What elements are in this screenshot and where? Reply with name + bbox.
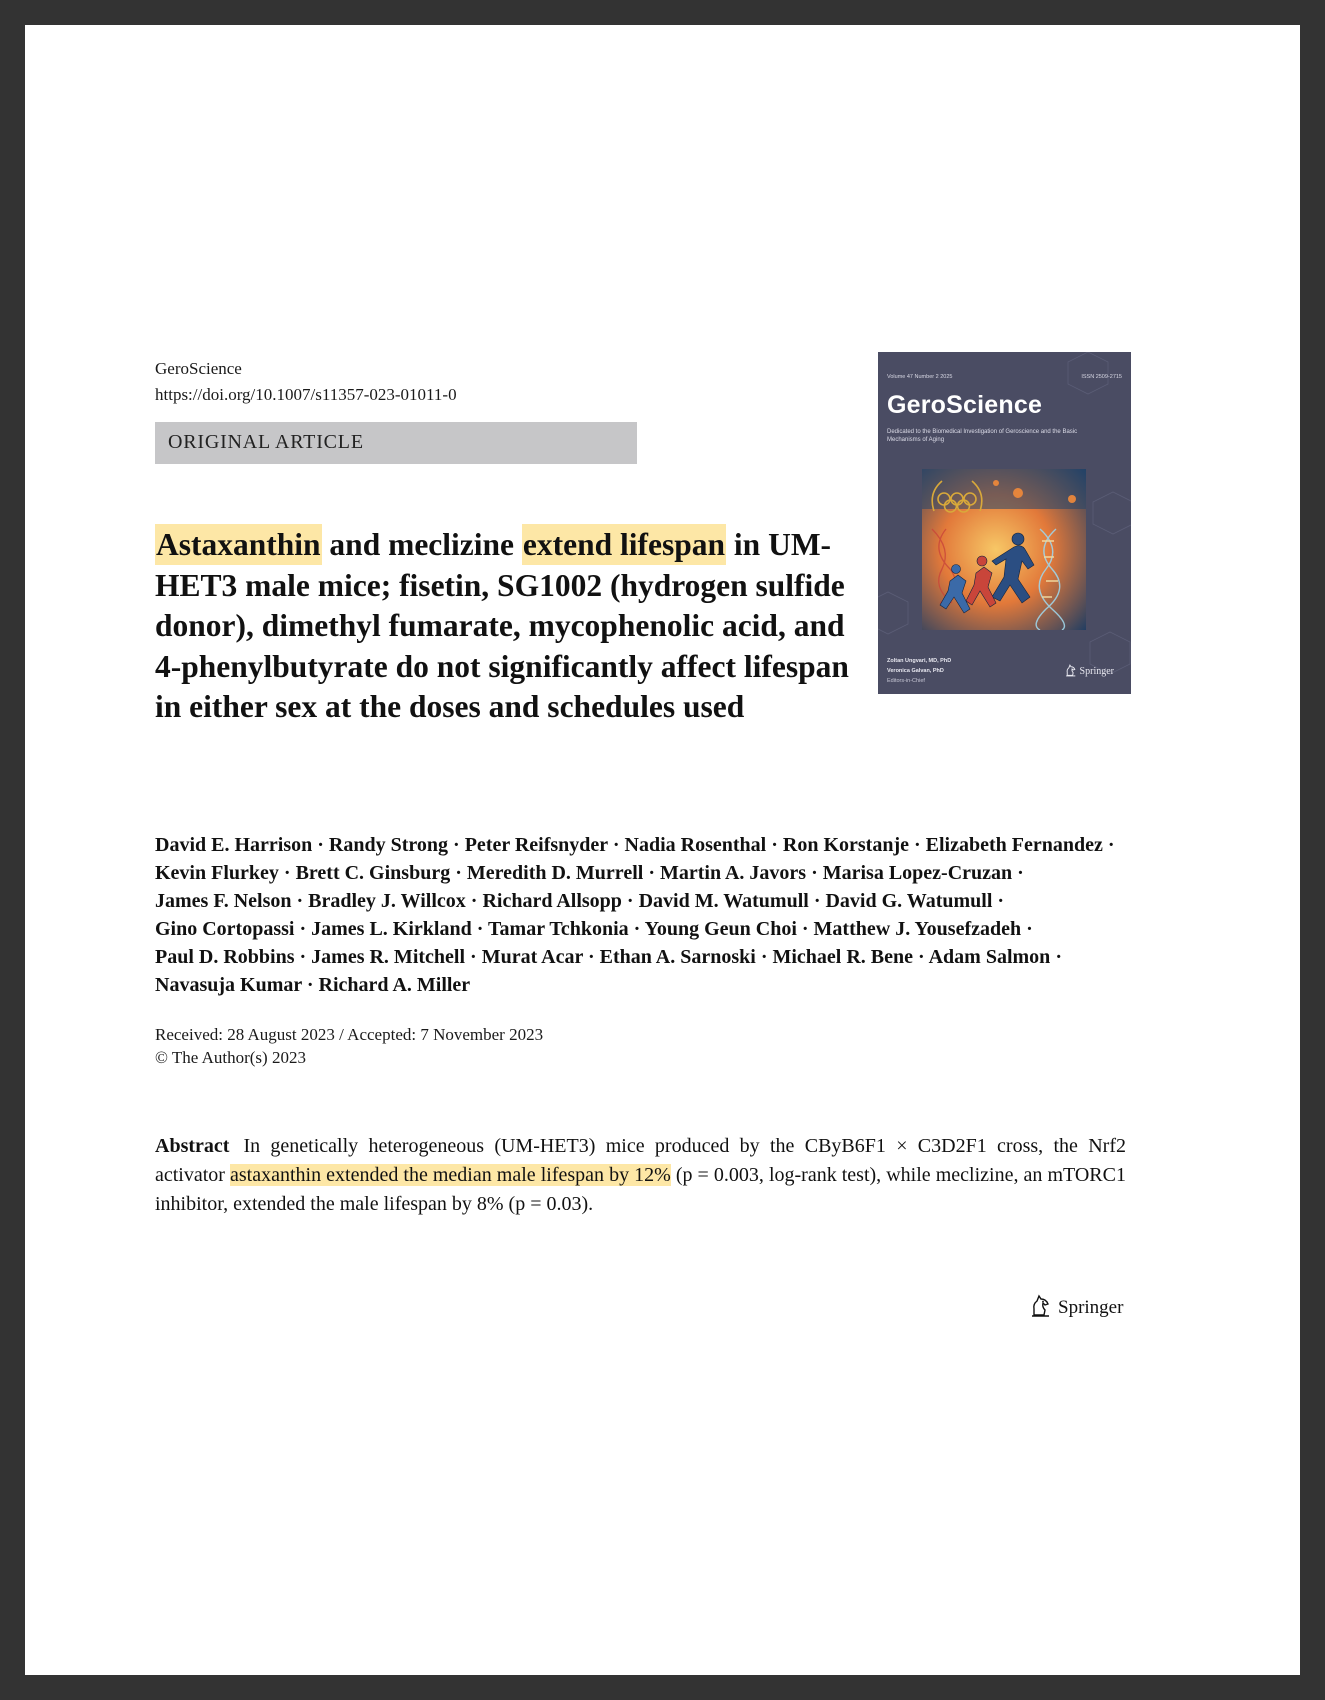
cover-editor-1: Zoltan Ungvari, MD, PhD xyxy=(887,658,952,664)
abstract-text-2: (p = 0.003, log-rank test), while meclizine, an mTORC1 inhibitor, extended the male lifespan by 8% (p = 0.03). xyxy=(155,1164,1126,1215)
paper-page xyxy=(25,25,1300,1675)
author-name[interactable]: James R. Mitchell xyxy=(311,946,466,968)
abstract xyxy=(155,1132,1126,1219)
springer-footer-text: Springer xyxy=(1058,1296,1124,1318)
title-highlight-astaxanthin: Astaxanthin xyxy=(155,524,322,565)
abstract-label: Abstract xyxy=(155,1135,230,1157)
author-name[interactable]: Richard A. Miller xyxy=(318,974,471,996)
article-type-label: ORIGINAL ARTICLE xyxy=(168,431,364,453)
copyright-notice: © The Author(s) 2023 xyxy=(155,1048,306,1067)
article-title xyxy=(155,525,855,728)
article-type-bar xyxy=(155,422,637,464)
author-name[interactable]: Martin A. Javors xyxy=(659,862,807,884)
title-highlight-extend-lifespan: extend lifespan xyxy=(522,524,726,565)
author-name[interactable]: Gino Cortopassi xyxy=(155,918,295,940)
author-name[interactable]: Paul D. Robbins xyxy=(155,946,295,968)
abstract-highlight: astaxanthin extended the median male lifespan by 12% xyxy=(230,1164,671,1186)
author-name[interactable]: Adam Salmon xyxy=(928,946,1051,968)
cover-publisher-text: Springer xyxy=(1079,666,1114,677)
author-name[interactable]: Ethan A. Sarnoski xyxy=(599,946,756,968)
cover-title: GeroScience xyxy=(887,391,1043,419)
author-name[interactable]: Matthew J. Yousefzadeh xyxy=(813,918,1022,940)
journal-name: GeroScience xyxy=(155,359,242,378)
author-name[interactable]: David E. Harrison xyxy=(155,834,313,856)
author-name[interactable]: Michael R. Bene xyxy=(772,946,914,968)
author-name[interactable]: Murat Acar xyxy=(481,946,583,968)
springer-footer-logo xyxy=(1030,1292,1123,1323)
author-name[interactable]: David G. Watumull xyxy=(825,890,993,912)
author-name[interactable]: Marisa Lopez-Cruzan xyxy=(822,862,1013,884)
cover-subtitle: Dedicated to the Biomedical Investigation of Geroscience and the Basic Mechanisms of Aging xyxy=(887,429,1078,443)
author-name[interactable]: Ron Korstanje xyxy=(782,834,909,856)
author-name[interactable]: Brett C. Ginsburg xyxy=(295,862,451,884)
cover-editor-role: Editors-in-Chief xyxy=(887,678,925,684)
author-name[interactable]: Young Geun Choi xyxy=(644,918,797,940)
author-name[interactable]: Tamar Tchkonia xyxy=(488,918,629,940)
doi-link[interactable]: https://doi.org/10.1007/s11357-023-01011-0 xyxy=(155,385,457,404)
abstract-text-1: In genetically heterogeneous (UM-HET3) mice produced by the CByB6F1 × C3D2F1 cross, the Nrf2 activator xyxy=(155,1135,1126,1186)
cover-editor-2: Veronica Galvan, PhD xyxy=(887,668,944,674)
author-name[interactable]: James F. Nelson xyxy=(155,890,292,912)
author-list: David E. Harrison · Randy Strong · Peter Reifsnyder · Nadia Rosenthal · Ron Korstanje · Elizabeth Fernandez · Kevin Flurkey · Brett C. Ginsburg · Meredith D. Murrell · Martin A. Javors · Marisa Lopez-Cruzan · James F. Nelson · Bradley J. Willcox · Richard Allsopp · David M. Watumull · David G. Watumull · Gino Cortopassi · James L. Kirkland · Tamar Tchkonia · Young Geun Choi · Matthew J. Yousefzadeh · Paul D. Robbins · James R. Mitchell · Murat Acar · Ethan A. Sarnoski · Michael R. Bene · Adam Salmon · Navasuja Kumar · Richard A. Miller xyxy=(155,834,1115,996)
cover-issn: ISSN 2509-2715 xyxy=(1081,374,1122,380)
title-text-2: in UM-HET3 male mice; fisetin, SG1002 (hydrogen sulfide donor), dimethyl fumarate, mycophenolic acid, and 4-phenylbutyrate do not significantly affect lifespan in either sex at the doses and schedules used xyxy=(155,527,849,724)
author-name[interactable]: Meredith D. Murrell xyxy=(466,862,644,884)
author-name[interactable]: Nadia Rosenthal xyxy=(624,834,767,856)
author-name[interactable]: Kevin Flurkey xyxy=(155,862,279,884)
cover-volume: Volume 47 Number 2 2025 xyxy=(887,374,953,380)
cover-springer-horse-icon xyxy=(1065,663,1077,680)
author-name[interactable]: Richard Allsopp xyxy=(482,890,622,912)
author-name[interactable]: Peter Reifsnyder xyxy=(464,834,608,856)
author-name[interactable]: David M. Watumull xyxy=(638,890,809,912)
author-name[interactable]: Bradley J. Willcox xyxy=(308,890,466,912)
journal-cover xyxy=(878,352,1131,694)
title-text-1: and meclizine xyxy=(321,527,522,562)
author-name[interactable]: Elizabeth Fernandez xyxy=(925,834,1103,856)
received-accepted-dates: Received: 28 August 2023 / Accepted: 7 November 2023 xyxy=(155,1025,544,1044)
author-name[interactable]: Randy Strong xyxy=(328,834,449,856)
author-name[interactable]: Navasuja Kumar xyxy=(155,974,302,996)
author-name[interactable]: James L. Kirkland xyxy=(311,918,472,940)
cover-illustration xyxy=(922,469,1086,630)
springer-horse-icon xyxy=(1030,1292,1052,1323)
cover-springer-logo xyxy=(1065,663,1114,680)
